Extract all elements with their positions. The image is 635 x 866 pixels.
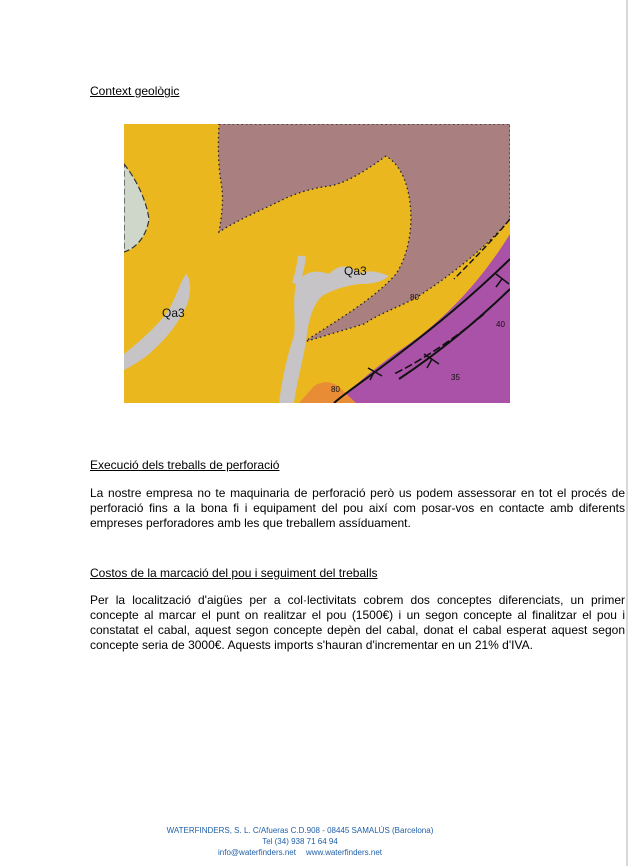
footer-company-address: WATERFINDERS, S. L. C/Afueras C.D.908 - 08445 SAMALÚS (Barcelona)	[166, 826, 434, 835]
geological-map	[124, 124, 510, 403]
section-title-geological-context: Context geològic	[90, 84, 180, 98]
costs-paragraph: Per la localització d'aigües per a col·lectivitats cobrem dos conceptes diferenciats, un primer concepte al marcar el punt on realitzar el pou (1500€) i un segon concepte al finalitzar el pou i constatat el cabal, aquest segon concepte depèn del cabal, donat el cabal esperat aquest segon concepte seria de 3000€. Aquests imports s'hauran d'incrementar en un 21% d'IVA.	[90, 593, 625, 652]
map-label-dip-40: 40	[496, 320, 505, 329]
footer-contacts	[140, 847, 460, 858]
section-title-drilling-execution: Execució dels treballs de perforació	[90, 458, 280, 472]
footer-email-link[interactable]: info@waterfinders.net	[218, 848, 296, 857]
section-title-costs: Costos de la marcació del pou i seguiment del treballs	[90, 566, 378, 580]
map-label-dip-35: 35	[451, 373, 460, 382]
map-label-dip-80-top: 80	[410, 293, 419, 302]
map-label-qa3-left: Qa3	[162, 306, 185, 320]
footer-phone: Tel (34) 938 71 64 94	[262, 837, 338, 846]
map-label-qa3-center: Qa3	[344, 264, 367, 278]
drilling-execution-paragraph: La nostre empresa no te maquinaria de perforació però us podem assessorar en tot el procés de perforació fins a la bona fi i equipament del pou així com posar-vos en contacte amb diferents empreses perforadores amb les que treballem assíduament.	[90, 486, 625, 530]
page-footer	[140, 825, 460, 858]
map-label-dip-80-bottom: 80	[331, 385, 340, 394]
footer-website-link[interactable]: www.waterfinders.net	[305, 848, 382, 857]
